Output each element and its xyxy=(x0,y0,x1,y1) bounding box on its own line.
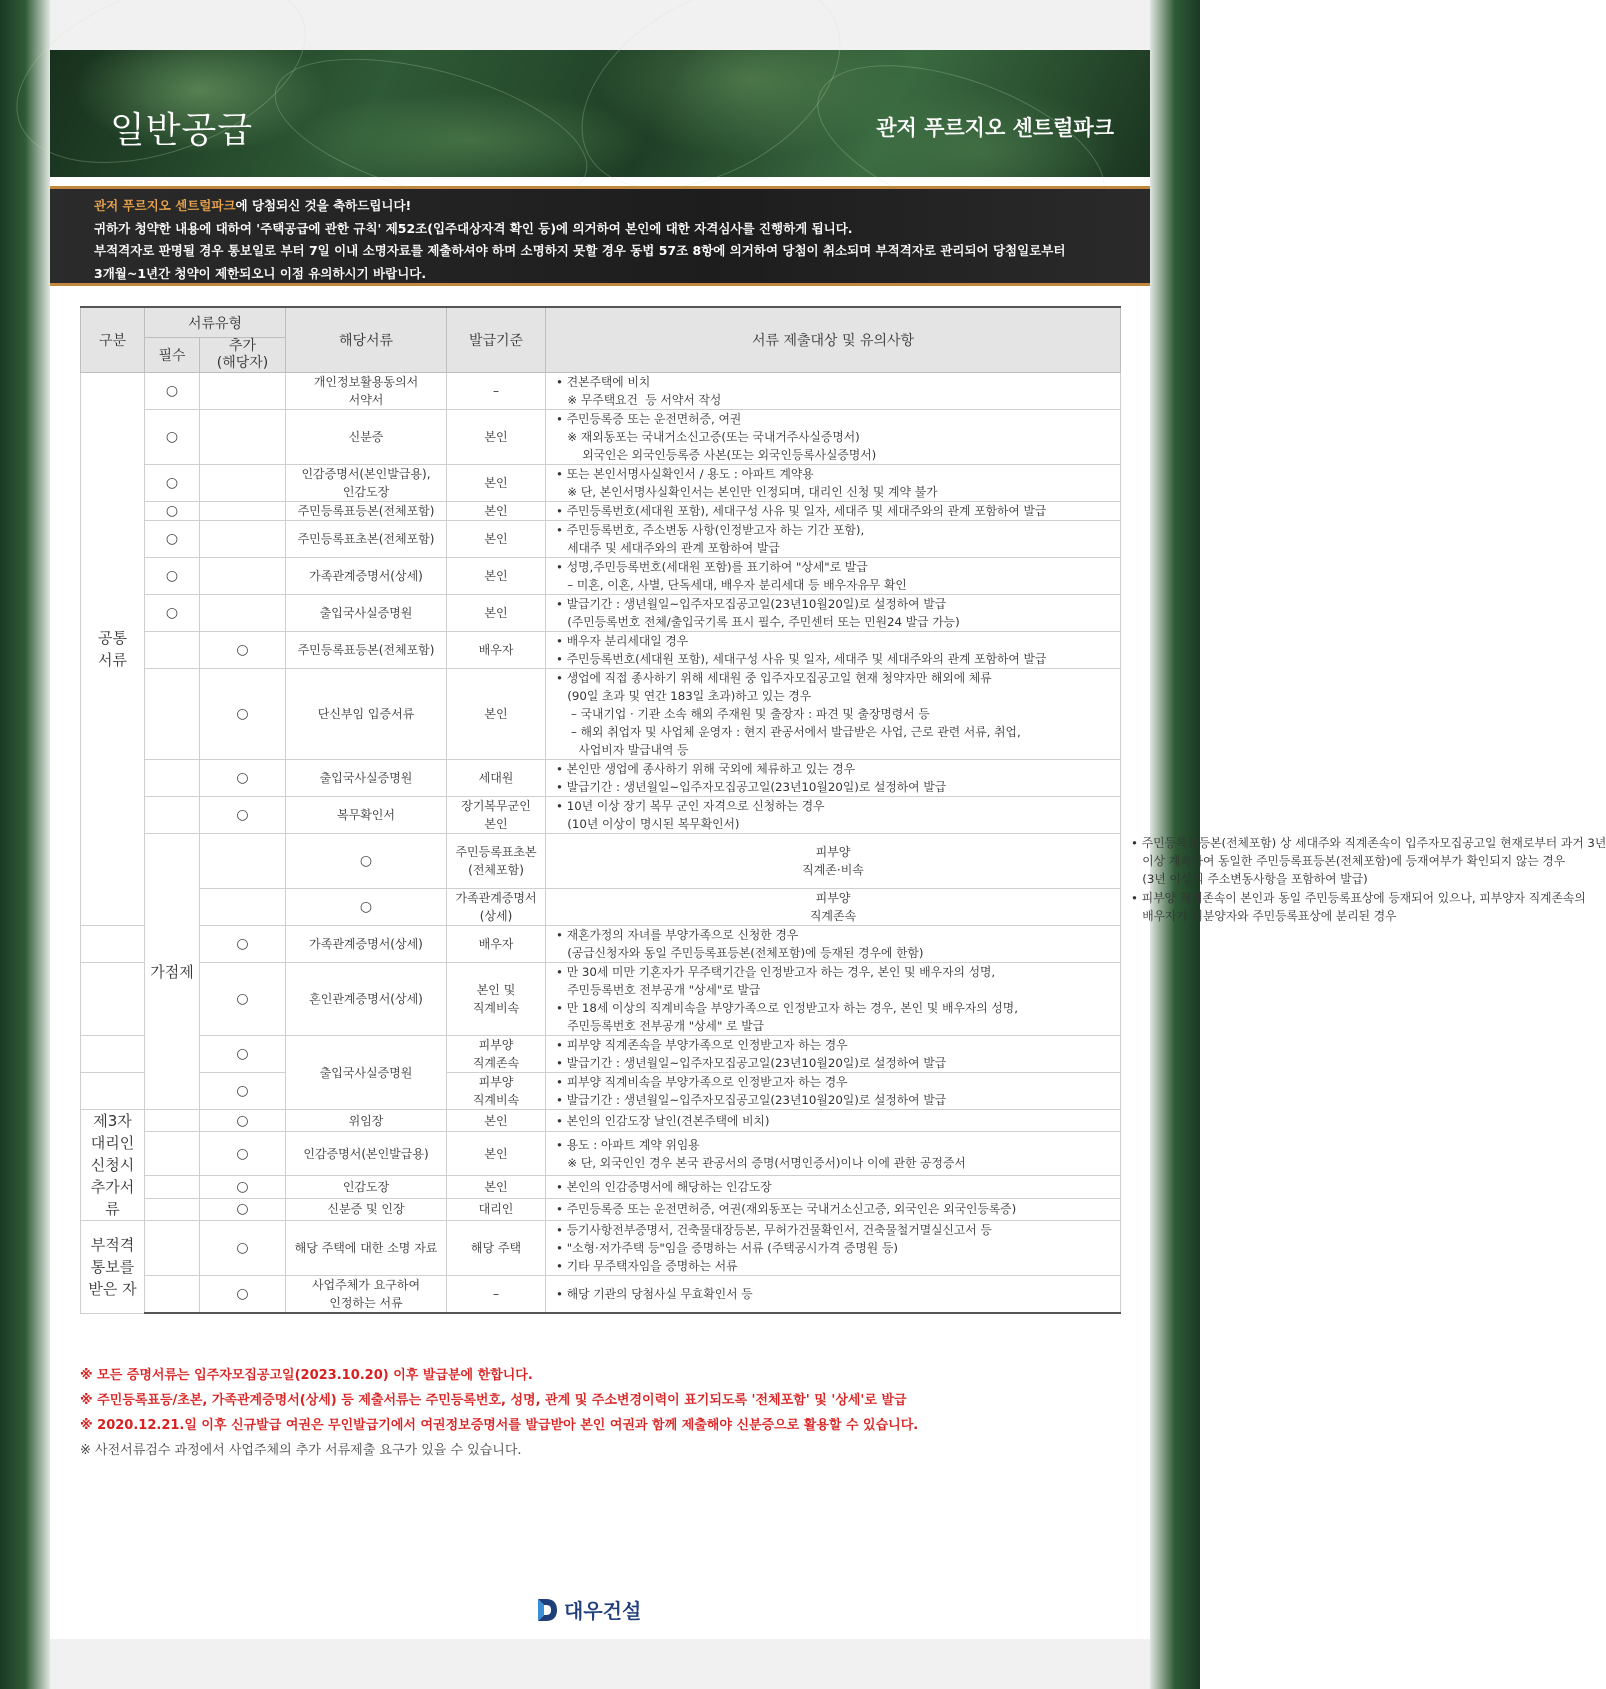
required-mark xyxy=(145,1221,200,1276)
required-mark: ○ xyxy=(145,595,200,632)
brand-name: 관저 푸르지오 센트럴파크 xyxy=(876,116,1114,140)
additional-mark xyxy=(200,373,286,410)
header-additional: 추가 (해당자) xyxy=(200,338,286,373)
document-notes: • 재혼가정의 자녀를 부양가족으로 신청한 경우 (공급신청자와 동일 주민등록표등본(전체포함)에 등재된 경우에 한함) xyxy=(546,926,1121,963)
additional-mark: ○ xyxy=(200,926,286,963)
document-notes: • 주민등록증 또는 운전면허증, 여권(재외동포는 국내거소신고증, 외국인은 외국인등록증) xyxy=(546,1198,1121,1220)
document-name: 신분증 xyxy=(286,410,447,465)
document-name: 출입국사실증명원 xyxy=(286,595,447,632)
document-notes: • 해당 기관의 당첨사실 무효확인서 등 xyxy=(546,1276,1121,1314)
document-notes: • 생업에 직접 종사하기 위해 세대원 중 입주자모집공고일 현재 청약자만 해외에 체류 (90일 초과 및 연간 183일 초과)하고 있는 경우 – 국내기업 · 기관 소속 해외 주재원 및 출장자 : 파견 및 출장명령서 등 – 해외 취업자 및 사업체 운영자 : 현지 관공서에서 발급받은 사업, 근로 관련 서류, 취업, 사업비자 발급내역 등 xyxy=(546,669,1121,760)
document-notes: • 본인의 인감증명서에 해당하는 인감도장 xyxy=(546,1176,1121,1198)
additional-mark: ○ xyxy=(200,1176,286,1198)
issuance-basis: 본인 xyxy=(447,521,546,558)
issuance-basis: 배우자 xyxy=(447,926,546,963)
notice-highlight: 관저 푸르지오 센트럴파크 xyxy=(94,198,236,213)
document-name: 사업주체가 요구하여 인정하는 서류 xyxy=(286,1276,447,1314)
issuance-basis: – xyxy=(447,373,546,410)
document-page xyxy=(50,50,1606,1639)
document-name: 인감증명서(본인발급용), 인감도장 xyxy=(286,465,447,502)
document-notes: • 용도 : 아파트 계약 위임용 ※ 단, 외국인인 경우 본국 관공서의 증명(서명인증서)이나 이에 관한 공정증서 xyxy=(546,1132,1121,1176)
issuance-basis: 본인 및 직계비속 xyxy=(447,963,546,1036)
logo-text: 대우건설 xyxy=(564,1599,642,1623)
table-row xyxy=(81,502,1121,521)
additional-mark: ○ xyxy=(200,669,286,760)
issuance-basis: 본인 xyxy=(447,558,546,595)
table-row xyxy=(81,1221,1121,1276)
required-mark: ○ xyxy=(145,373,200,410)
required-mark xyxy=(145,1176,200,1198)
table-row: 가점제 ○ 주민등록표초본(전체포함) 피부양 직계존·비속 • 주민등록표등본(전체포함) 상 세대주와 직계존속이 입주자모집공고일 현재로부터 과거 3년 이상 계속하여 동일한 주민등록표등본(전체포함)에 등재여부가 확인되지 않는 경우 (3년 이상의 주소변동사항을 포함하여 발급) xyxy=(81,834,1121,889)
document-notes: • 본인만 생업에 종사하기 위해 국외에 체류하고 있는 경우 • 발급기간 : 생년월일~입주자모집공고일(23년10월20일)로 설정하여 발급 xyxy=(546,760,1121,797)
additional-mark: ○ xyxy=(200,1073,286,1110)
document-name: 신분증 및 인장 xyxy=(286,1198,447,1220)
required-mark xyxy=(145,1198,200,1220)
header-doc-type: 서류유형 xyxy=(145,307,286,338)
document-notes: • 주민등록번호(세대원 포함), 세대구성 사유 및 일자, 세대주 및 세대주와의 관계 포함하여 발급 xyxy=(546,502,1121,521)
required-mark: ○ xyxy=(145,502,200,521)
table-row xyxy=(81,760,1121,797)
document-name: 해당 주택에 대한 소명 자료 xyxy=(286,1221,447,1276)
document-name: 단신부임 입증서류 xyxy=(286,669,447,760)
additional-mark xyxy=(200,410,286,465)
issuance-basis: 본인 xyxy=(447,465,546,502)
required-mark xyxy=(145,632,200,669)
additional-mark xyxy=(200,521,286,558)
table-row xyxy=(81,410,1121,465)
additional-mark xyxy=(200,502,286,521)
table-row xyxy=(81,1176,1121,1198)
header-required: 필수 xyxy=(145,338,200,373)
notice-line-4: 3개월~1년간 청약이 제한되오니 이점 유의하시기 바랍니다. xyxy=(94,265,427,281)
additional-mark: ○ xyxy=(200,760,286,797)
documents-table xyxy=(80,306,1606,1314)
issuance-basis: 대리인 xyxy=(447,1198,546,1220)
additional-mark: ○ xyxy=(200,1110,286,1132)
document-name: 출입국사실증명원 xyxy=(286,1036,447,1110)
table-row xyxy=(81,1073,1121,1110)
notice-line-2: 귀하가 청약한 내용에 대하여 '주택공급에 관한 규칙' 제52조(입주대상자격 확인 등)에 의거하여 본인에 대한 자격심사를 진행하게 됩니다. xyxy=(94,220,853,236)
issuance-basis: 피부양 직계비속 xyxy=(447,1073,546,1110)
additional-mark: ○ xyxy=(200,1036,286,1073)
footnote-4: ※ 사전서류검수 과정에서 사업주체의 추가 서류제출 요구가 있을 수 있습니다. xyxy=(80,1443,522,1458)
additional-mark: ○ xyxy=(200,797,286,834)
issuance-basis: 해당 주택 xyxy=(447,1221,546,1276)
table-row xyxy=(81,373,1121,410)
table-row xyxy=(81,1276,1121,1314)
issuance-basis: 본인 xyxy=(447,595,546,632)
required-mark: ○ xyxy=(145,410,200,465)
additional-mark: ○ xyxy=(200,1132,286,1176)
category-cell: 부적격 통보를 받은 자 xyxy=(81,1221,145,1314)
issuance-basis: 본인 xyxy=(447,1110,546,1132)
category-cell: 공통 서류 xyxy=(81,373,145,926)
additional-mark: ○ xyxy=(286,834,447,889)
document-name: 위임장 xyxy=(286,1110,447,1132)
company-logo xyxy=(536,1595,641,1624)
document-notes: • 견본주택에 비치 ※ 무주택요건 등 서약서 작성 xyxy=(546,373,1121,410)
required-mark xyxy=(145,1276,200,1314)
additional-mark: ○ xyxy=(286,889,447,926)
issuance-basis: 본인 xyxy=(447,410,546,465)
document-notes: • 또는 본인서명사실확인서 / 용도 : 아파트 계약용 ※ 단, 본인서명사실확인서는 본인만 인정되며, 대리인 신청 및 계약 불가 xyxy=(546,465,1121,502)
footnote-1: ※ 모든 증명서류는 입주자모집공고일(2023.10.20) 이후 발급분에 한합니다. xyxy=(80,1368,533,1383)
document-notes: • 10년 이상 장기 복무 군인 자격으로 신청하는 경우 (10년 이상이 명시된 복무확인서) xyxy=(546,797,1121,834)
daewoo-logo-icon xyxy=(536,1597,558,1623)
issuance-basis: 본인 xyxy=(447,669,546,760)
document-notes: • 주민등록번호, 주소변동 사항(인정받고자 하는 기간 포함), 세대주 및 세대주와의 관계 포함하여 발급 xyxy=(546,521,1121,558)
notice-box xyxy=(50,186,1150,286)
required-mark xyxy=(145,1132,200,1176)
notice-line-1 xyxy=(94,195,1106,218)
page-title: 일반공급 xyxy=(110,110,254,151)
document-name: 복무확인서 xyxy=(286,797,447,834)
document-notes: • 배우자 분리세대일 경우 • 주민등록번호(세대원 포함), 세대구성 사유 및 일자, 세대주 및 세대주와의 관계 포함하여 발급 xyxy=(546,632,1121,669)
header-category: 구분 xyxy=(81,307,145,373)
document-notes: • 본인의 인감도장 날인(견본주택에 비치) xyxy=(546,1110,1121,1132)
document-name: 개인정보활용동의서 서약서 xyxy=(286,373,447,410)
additional-mark xyxy=(200,465,286,502)
table-row xyxy=(81,1110,1121,1132)
category-cell: 제3자 대리인 신청시 추가서류 xyxy=(81,1110,145,1221)
table-row xyxy=(81,963,1121,1036)
required-mark xyxy=(81,963,145,1036)
required-mark: ○ xyxy=(145,521,200,558)
required-mark xyxy=(145,669,200,760)
required-mark xyxy=(81,1036,145,1073)
document-notes: • 피부양 직계비속을 부양가족으로 인정받고자 하는 경우 • 발급기간 : 생년월일~입주자모집공고일(23년10월20일)로 설정하여 발급 xyxy=(546,1073,1121,1110)
category-cell: 가점제 xyxy=(145,834,200,1110)
header-notes: 서류 제출대상 및 유의사항 xyxy=(546,307,1121,373)
required-mark xyxy=(81,1073,145,1110)
footnote-3: ※ 2020.12.21.일 이후 신규발급 여권은 무인발급기에서 여권정보증명서를 발급받아 본인 여권과 함께 제출해야 신분증으로 활용할 수 있습니다. xyxy=(80,1418,919,1433)
header-document: 해당서류 xyxy=(286,307,447,373)
required-mark xyxy=(81,926,145,963)
required-mark xyxy=(200,834,286,889)
required-mark xyxy=(145,1110,200,1132)
additional-mark: ○ xyxy=(200,632,286,669)
required-mark: ○ xyxy=(145,465,200,502)
additional-mark: ○ xyxy=(200,963,286,1036)
issuance-basis: 본인 xyxy=(447,1176,546,1198)
issuance-basis: 피부양 직계존속 xyxy=(447,1036,546,1073)
document-name: 주민등록표초본(전체포함) xyxy=(286,521,447,558)
issuance-basis: 피부양 직계존·비속 xyxy=(546,834,1121,889)
issuance-basis: – xyxy=(447,1276,546,1314)
table-row xyxy=(81,1132,1121,1176)
table-row xyxy=(81,797,1121,834)
footnotes xyxy=(80,1363,1120,1463)
notice-line-3: 부적격자로 판명될 경우 통보일로 부터 7일 이내 소명자료를 제출하셔야 하며 소명하지 못할 경우 동법 57조 8항에 의거하여 당첨이 취소되며 부적격자로 관리되어 당첨일로부터 xyxy=(94,243,1066,258)
additional-mark: ○ xyxy=(200,1198,286,1220)
document-name: 출입국사실증명원 xyxy=(286,760,447,797)
additional-mark xyxy=(200,558,286,595)
issuance-basis: 피부양 직계존속 xyxy=(546,889,1121,926)
required-mark xyxy=(145,797,200,834)
table-row: ○ 가족관계증명서(상세) 피부양 직계존속 • 피부양 직계존속이 본인과 동일 주민등록표상에 등재되어 있으나, 피부양자 직계존속의 배우자가 피분양자와 주민등록표상에 분리된 경우 xyxy=(81,889,1121,926)
notice-line-1-rest: 에 당첨되신 것을 축하드립니다! xyxy=(235,198,412,213)
issuance-basis: 장기복무군인 본인 xyxy=(447,797,546,834)
table-row xyxy=(81,595,1121,632)
document-name: 가족관계증명서(상세) xyxy=(447,889,546,926)
issuance-basis: 배우자 xyxy=(447,632,546,669)
table-row xyxy=(81,1036,1121,1073)
document-notes: • 등기사항전부증명서, 건축물대장등본, 무허가건물확인서, 건축물철거멸실신고서 등 • "소형·저가주택 등"임을 증명하는 서류 (주택공시가격 증명원 등) • 기타 무주택자임을 증명하는 서류 xyxy=(546,1221,1121,1276)
issuance-basis: 본인 xyxy=(447,502,546,521)
table-row xyxy=(81,465,1121,502)
document-name: 가족관계증명서(상세) xyxy=(286,926,447,963)
document-name: 혼인관계증명서(상세) xyxy=(286,963,447,1036)
additional-mark: ○ xyxy=(200,1221,286,1276)
document-name: 인감도장 xyxy=(286,1176,447,1198)
footnote-2: ※ 주민등록표등/초본, 가족관계증명서(상세) 등 제출서류는 주민등록번호, 성명, 관계 및 주소변경이력이 표기되도록 '전체포함' 및 '상세'로 발급 xyxy=(80,1393,907,1408)
document-notes: • 성명,주민등록번호(세대원 포함)를 표기하여 "상세"로 발급 – 미혼, 이혼, 사별, 단독세대, 배우자 분리세대 등 배우자유무 확인 xyxy=(546,558,1121,595)
document-notes: • 주민등록증 또는 운전면허증, 여권 ※ 재외동포는 국내거소신고증(또는 국내거주사실증명서) 외국인은 외국인등록증 사본(또는 외국인등록사실증명서) xyxy=(546,410,1121,465)
document-notes: • 피부양 직계존속을 부양가족으로 인정받고자 하는 경우 • 발급기간 : 생년월일~입주자모집공고일(23년10월20일)로 설정하여 발급 xyxy=(546,1036,1121,1073)
table-row xyxy=(81,558,1121,595)
issuance-basis: 세대원 xyxy=(447,760,546,797)
table-row xyxy=(81,632,1121,669)
issuance-basis: 본인 xyxy=(447,1132,546,1176)
table-row xyxy=(81,669,1121,760)
table-row xyxy=(81,926,1121,963)
required-mark xyxy=(145,760,200,797)
document-notes: • 만 30세 미만 기혼자가 무주택기간을 인정받고자 하는 경우, 본인 및 배우자의 성명, 주민등록번호 전부공개 "상세"로 발급 • 만 18세 이상의 직계비속을 부양가족으로 인정받고자 하는 경우, 본인 및 배우자의 성명, 주민등록번호 전부공개 "상세" 로 발급 xyxy=(546,963,1121,1036)
document-name: 주민등록표등본(전체포함) xyxy=(286,632,447,669)
document-name: 가족관계증명서(상세) xyxy=(286,558,447,595)
header-banner xyxy=(50,50,1150,177)
document-name: 주민등록표등본(전체포함) xyxy=(286,502,447,521)
additional-mark xyxy=(200,595,286,632)
header-issuance: 발급기준 xyxy=(447,307,546,373)
document-notes: • 발급기간 : 생년월일~입주자모집공고일(23년10월20일)로 설정하여 발급 (주민등록번호 전체/출입국기록 표시 필수, 주민센터 또는 민원24 발급 가능) xyxy=(546,595,1121,632)
table-row xyxy=(81,521,1121,558)
additional-mark: ○ xyxy=(200,1276,286,1314)
document-name: 주민등록표초본(전체포함) xyxy=(447,834,546,889)
table-row xyxy=(81,1198,1121,1220)
document-name: 인감증명서(본인발급용) xyxy=(286,1132,447,1176)
required-mark xyxy=(200,889,286,926)
required-mark: ○ xyxy=(145,558,200,595)
